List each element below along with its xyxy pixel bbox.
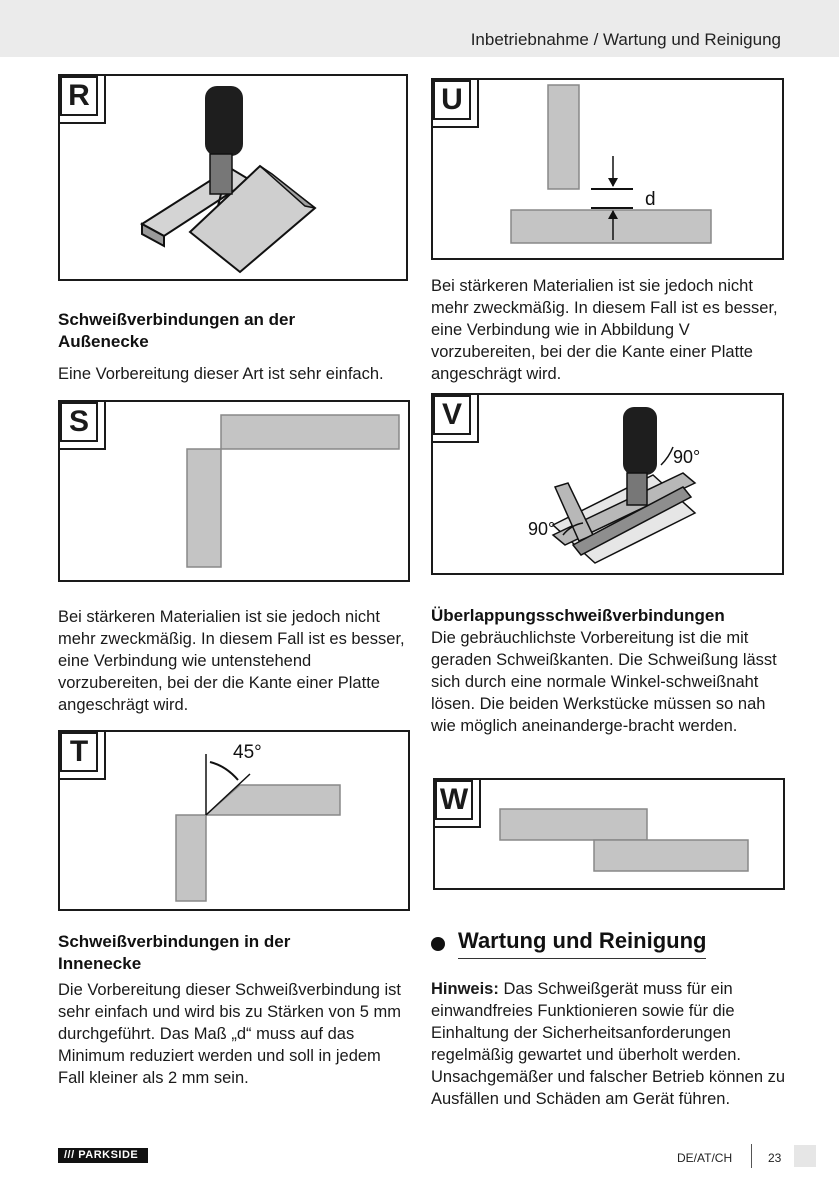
text-inner-corner: Die Vorbereitung dieser Schweißverbindung ist sehr einfach und wird bis zu Stärken von 5 mm durchgeführt. Das Maß „d“ muss auf das Minimum reduziert werden und soll in jedem Fall kleiner als 2 mm sein. (58, 981, 402, 1087)
figure-label: R (60, 76, 98, 116)
footer-divider (751, 1144, 752, 1168)
figure-u-illustration (433, 80, 784, 260)
figure-v-illustration (433, 395, 784, 575)
note-label: Hinweis: (431, 980, 499, 998)
plate-vertical (176, 815, 206, 901)
figure-w (433, 778, 785, 890)
section-title-text: Wartung und Reinigung (458, 928, 706, 959)
plate-upper (500, 809, 647, 840)
figure-s-illustration (60, 402, 410, 582)
figure-r (58, 74, 408, 281)
torch-nozzle (627, 473, 647, 505)
dim-label-d: d (645, 189, 656, 210)
footer-tab-marker (794, 1145, 816, 1167)
figure-label: S (60, 402, 98, 442)
angle-label-top: 90° (673, 447, 701, 467)
figure-s (58, 400, 410, 582)
figure-label: U (433, 80, 471, 120)
figure-v (431, 393, 784, 575)
heading-inner-corner: Schweißverbindungen in der Innenecke (58, 932, 291, 973)
heading-overlap-welds: Überlappungsschweißverbindungen (431, 606, 725, 625)
plate-horizontal (221, 415, 399, 449)
text-outer-corner: Eine Vorbereitung dieser Art ist sehr einfach. (58, 365, 384, 383)
figure-label: V (433, 395, 471, 435)
plate-bevelled (206, 785, 340, 815)
text-thicker-materials-right: Bei stärkeren Materialien ist sie jedoch nicht mehr zweckmäßig. In diesem Fall ist es besser, eine Verbindung wie in Abbildung V vorzubereiten, bei der die Kante einer Platte angeschrägt wird. (431, 277, 778, 383)
plate-vertical (548, 85, 579, 189)
torch-handle (205, 86, 243, 156)
angle-label-bottom: 90° (528, 519, 556, 539)
plate-lower (594, 840, 748, 871)
text-overlap-welds: Die gebräuchlichste Vorbereitung ist die mit geraden Schweißkanten. Die Schweißung lässt sich durch eine normale Winkel-schweißnaht lösen. Die beiden Werkstücke müssen so nah wie möglich aneinanderge-bracht werden. (431, 629, 777, 735)
figure-r-illustration (60, 76, 408, 281)
note-paragraph (431, 978, 793, 1110)
bullet-icon (431, 937, 445, 951)
angle-label-45: 45° (233, 742, 262, 763)
page-header-title: Inbetriebnahme / Wartung und Reinigung (470, 30, 781, 49)
figure-u (431, 78, 784, 260)
page-number: 23 (768, 1151, 782, 1165)
footer-country-code: DE/AT/CH (677, 1151, 733, 1165)
dim-arrowhead-top (608, 178, 618, 187)
figure-t (58, 730, 410, 911)
section-title-maintenance (431, 928, 706, 959)
angle-arc (210, 762, 238, 780)
angle-arc-top (661, 447, 673, 465)
torch-handle (623, 407, 657, 475)
figure-w-illustration (435, 780, 785, 890)
parkside-logo: /// PARKSIDE (58, 1148, 148, 1163)
figure-label: T (60, 732, 98, 772)
figure-label: W (435, 780, 473, 820)
figure-t-illustration (60, 732, 410, 911)
plate-vertical (187, 449, 221, 567)
heading-outer-corner: Schweißverbindungen an der Außenecke (58, 310, 296, 351)
text-thicker-materials-left: Bei stärkeren Materialien ist sie jedoch nicht mehr zweckmäßig. In diesem Fall ist es besser, eine Verbindung wie untenstehend vorzubereiten, bei der die Kante einer Platte angeschrägt wird. (58, 608, 405, 714)
torch-nozzle (210, 154, 232, 194)
note-text: Das Schweißgerät muss für ein einwandfreies Funktionieren sowie für die Einhaltung der Sicherheitsanforderungen regelmäßig gewartet und überholt werden. Unsachgemäßer und falscher Betrieb können zu Ausfällen und Schäden am Gerät führen. (431, 980, 786, 1108)
